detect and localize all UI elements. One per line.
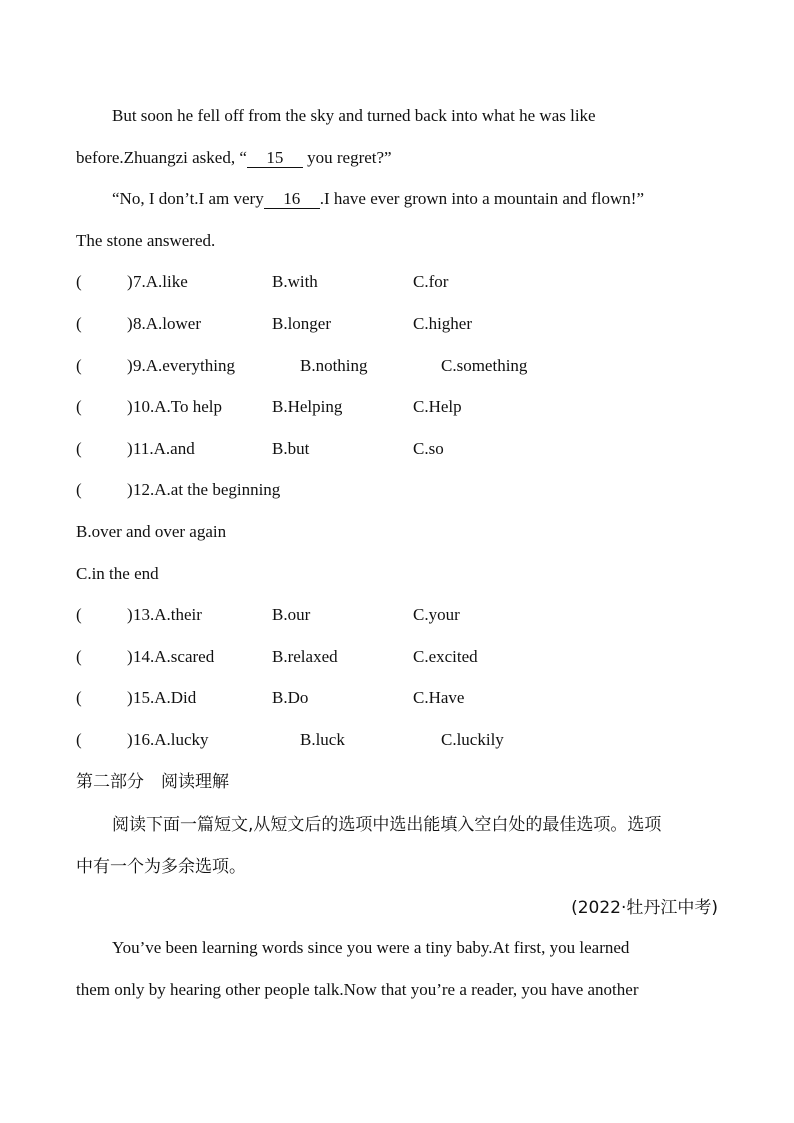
option-b: B.longer (272, 314, 332, 333)
answer-paren-open: ( (76, 647, 82, 666)
option-b: B.our (272, 605, 311, 624)
passage-line (112, 188, 644, 210)
answer-paren-close: ) (127, 356, 133, 375)
answer-paren-close: ) (127, 397, 133, 416)
option-a: 14.A.scared (133, 647, 215, 666)
answer-paren-close: ) (127, 439, 133, 458)
option-a: 11.A.and (133, 439, 195, 458)
instruction-line: 阅读下面一篇短文,从短文后的选项中选出能填入空白处的最佳选项。选项 (112, 815, 662, 835)
option-c: C.excited (413, 647, 478, 666)
passage-text: you regret?” (302, 148, 392, 167)
answer-paren-close: ) (127, 272, 133, 291)
option-c: C.in the end (76, 564, 159, 583)
option-a: 8.A.lower (133, 314, 201, 333)
passage-line: But soon he fell off from the sky and turned back into what he was like (112, 106, 596, 125)
option-b: B.with (272, 272, 318, 291)
answer-paren-close: ) (127, 730, 133, 749)
answer-paren-open: ( (76, 356, 82, 375)
option-b: B.relaxed (272, 647, 338, 666)
answer-paren-close: ) (127, 314, 133, 333)
option-c: C.higher (413, 314, 473, 333)
option-a: 9.A.everything (133, 356, 235, 375)
option-a: 15.A.Did (133, 688, 197, 707)
option-c: C.something (441, 356, 528, 375)
option-b: B.Do (272, 688, 309, 707)
option-c: C.for (413, 272, 449, 291)
option-b: B.but (272, 439, 310, 458)
answer-paren-open: ( (76, 605, 82, 624)
section-heading: 第二部分 阅读理解 (76, 772, 229, 792)
answer-paren-open: ( (76, 439, 82, 458)
option-a: 10.A.To help (133, 397, 222, 416)
answer-paren-open: ( (76, 397, 82, 416)
option-a: 16.A.lucky (133, 730, 209, 749)
passage-line (76, 147, 392, 169)
option-c: C.your (413, 605, 460, 624)
passage-text: “No, I don’t.I am very (112, 189, 264, 208)
answer-paren-close: ) (127, 647, 133, 666)
passage-line: The stone answered. (76, 231, 216, 250)
passage-line: them only by hearing other people talk.Now that you’re a reader, you have another (76, 980, 639, 999)
answer-paren-open: ( (76, 480, 82, 499)
option-b: B.over and over again (76, 522, 227, 541)
answer-paren-close: ) (127, 688, 133, 707)
option-b: B.Helping (272, 397, 343, 416)
blank-15: 15 (247, 149, 303, 168)
answer-paren-open: ( (76, 688, 82, 707)
answer-paren-close: ) (127, 480, 133, 499)
passage-line: You’ve been learning words since you were a tiny baby.At first, you learned (112, 938, 630, 957)
answer-paren-open: ( (76, 314, 82, 333)
instruction-line: 中有一个为多余选项。 (76, 857, 246, 877)
option-c: C.luckily (441, 730, 504, 749)
option-c: C.so (413, 439, 444, 458)
option-a: 12.A.at the beginning (133, 480, 281, 499)
answer-paren-open: ( (76, 730, 82, 749)
passage-text: .I have ever grown into a mountain and flown!” (319, 189, 645, 208)
option-b: B.nothing (300, 356, 368, 375)
option-c: C.Help (413, 397, 462, 416)
blank-16: 16 (264, 190, 320, 209)
source-citation: (2022·牡丹江中考) (571, 898, 718, 918)
option-a: 7.A.like (133, 272, 188, 291)
passage-text: before.Zhuangzi asked, “ (76, 148, 247, 167)
answer-paren-close: ) (127, 605, 133, 624)
answer-paren-open: ( (76, 272, 82, 291)
option-c: C.Have (413, 688, 465, 707)
option-a: 13.A.their (133, 605, 202, 624)
option-b: B.luck (300, 730, 345, 749)
